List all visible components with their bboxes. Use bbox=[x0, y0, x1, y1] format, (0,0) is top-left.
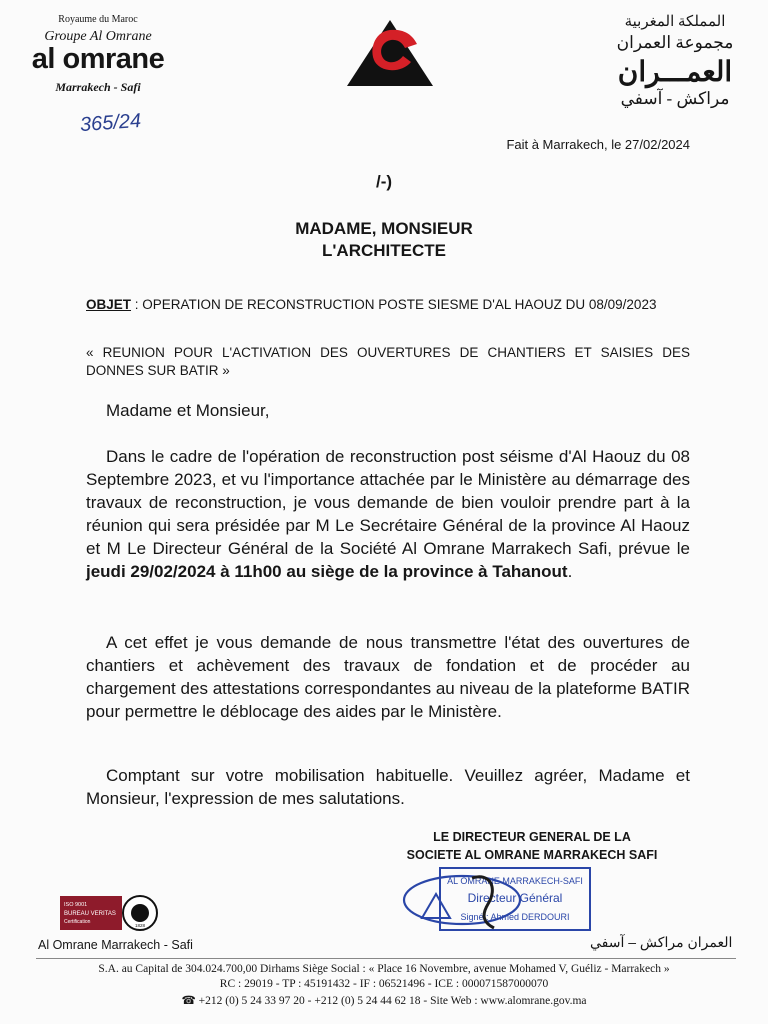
logo-triangle bbox=[347, 20, 433, 86]
brand-wordmark: al omrane bbox=[31, 43, 165, 75]
footer-company-ar: العمران مراكش – آسفي bbox=[590, 934, 733, 950]
bv-label: BUREAU VERITAS bbox=[64, 911, 116, 917]
subject-label: OBJET bbox=[86, 297, 132, 312]
footer-registration: RC : 29019 - TP : 45191432 - IF : 06521496 - ICE : 000071587000070 bbox=[219, 978, 549, 990]
signature-line2: SOCIETE AL OMRANE MARRAKECH SAFI bbox=[406, 848, 658, 862]
bureau-veritas-badge bbox=[60, 894, 160, 932]
footer-contact-text: +212 (0) 5 24 33 97 20 - +212 (0) 5 24 44 62 18 - Site Web : www.alomrane.gov.ma bbox=[198, 995, 587, 1007]
signature-line1: LE DIRECTEUR GENERAL DE LA bbox=[433, 830, 631, 844]
subject-block bbox=[86, 296, 690, 314]
paragraph-1-text: Dans le cadre de l'opération de reconstruction post séisme d'Al Haouz du 08 Septembre 2023, et vu l'importance attachée par le Ministère au démarrage des travaux de reconstruction, je vous demande de bien vouloir prendre part à la réunion qui sera présidée par M Le Secrétaire Général de la province Al Haouz et M Le Directeur Général de la Société Al Omrane Marrakech Safi, prévue le bbox=[86, 447, 690, 558]
region-label: Marrakech - Safi bbox=[55, 80, 141, 94]
cert-label: Certification bbox=[64, 919, 91, 925]
stamp-role: Directeur Général bbox=[467, 891, 563, 905]
iso-label: ISO 9001 bbox=[64, 902, 88, 908]
paragraph-1-end: . bbox=[567, 562, 573, 581]
addressee-line1: MADAME, MONSIEUR bbox=[295, 219, 473, 238]
kingdom-label: Royaume du Maroc bbox=[58, 14, 138, 25]
paragraph-3: Comptant sur votre mobilisation habituelle. Veuillez agréer, Madame et Monsieur, l'expression de mes salutations. bbox=[86, 766, 690, 808]
addressee-block bbox=[0, 218, 768, 262]
footer-divider bbox=[36, 958, 736, 959]
bv-seal-center bbox=[131, 904, 149, 922]
salutation: Madame et Monsieur, bbox=[106, 401, 270, 420]
phone-icon: ☎ bbox=[181, 995, 199, 1007]
al-omrane-logo bbox=[345, 18, 435, 88]
meeting-details: jeudi 29/02/2024 à 11h00 au siège de la province à Tahanout bbox=[86, 562, 568, 581]
stamp-company: AL OMRANE MARRAKECH-SAFI bbox=[447, 876, 583, 886]
region-label-ar: مراكش - آسفي bbox=[620, 89, 730, 108]
footer-contact bbox=[0, 993, 768, 1007]
reference-number: /-) bbox=[375, 172, 393, 191]
letterhead-left bbox=[28, 14, 168, 95]
bv-year: 1828 bbox=[134, 923, 146, 928]
group-label-ar: مجموعة العمران bbox=[616, 33, 734, 52]
group-label: Groupe Al Omrane bbox=[44, 29, 152, 44]
official-stamp bbox=[402, 858, 607, 942]
paragraph-2: A cet effet je vous demande de nous transmettre l'état des ouvertures de chantiers et achèvement des travaux de fondation et de procéder au chargement des attestations correspondantes au niveau de la plateforme BATIR pour permettre le déblocage des aides par le Ministère. bbox=[86, 633, 690, 721]
subject-text: : OPERATION DE RECONSTRUCTION POSTE SIESME D'AL HAOUZ DU 08/09/2023 bbox=[131, 297, 657, 312]
stamp-signatory: Signé : Ahmed DERDOURI bbox=[460, 912, 570, 922]
date-line: Fait à Marrakech, le 27/02/2024 bbox=[506, 137, 690, 152]
paragraph-1 bbox=[86, 445, 690, 583]
footer-company: Al Omrane Marrakech - Safi bbox=[38, 938, 193, 952]
handwritten-reference: 365/24 bbox=[79, 109, 142, 137]
footer-capital: S.A. au Capital de 304.024.700,00 Dirhams Siège Social : « Place 16 Novembre, avenue Mohamed V, Guéliz - Marrakech » bbox=[98, 963, 670, 975]
subject-subtitle: « REUNION POUR L'ACTIVATION DES OUVERTURES DE CHANTIERS ET SAISIES DES DONNES SUR BATIR » bbox=[86, 345, 690, 378]
brand-wordmark-ar: العمـــران bbox=[617, 57, 733, 88]
stamp-triangle bbox=[422, 894, 450, 918]
kingdom-label-ar: المملكة المغربية bbox=[624, 14, 726, 30]
letterhead-right bbox=[600, 12, 750, 109]
addressee-line2: L'ARCHITECTE bbox=[322, 241, 446, 260]
